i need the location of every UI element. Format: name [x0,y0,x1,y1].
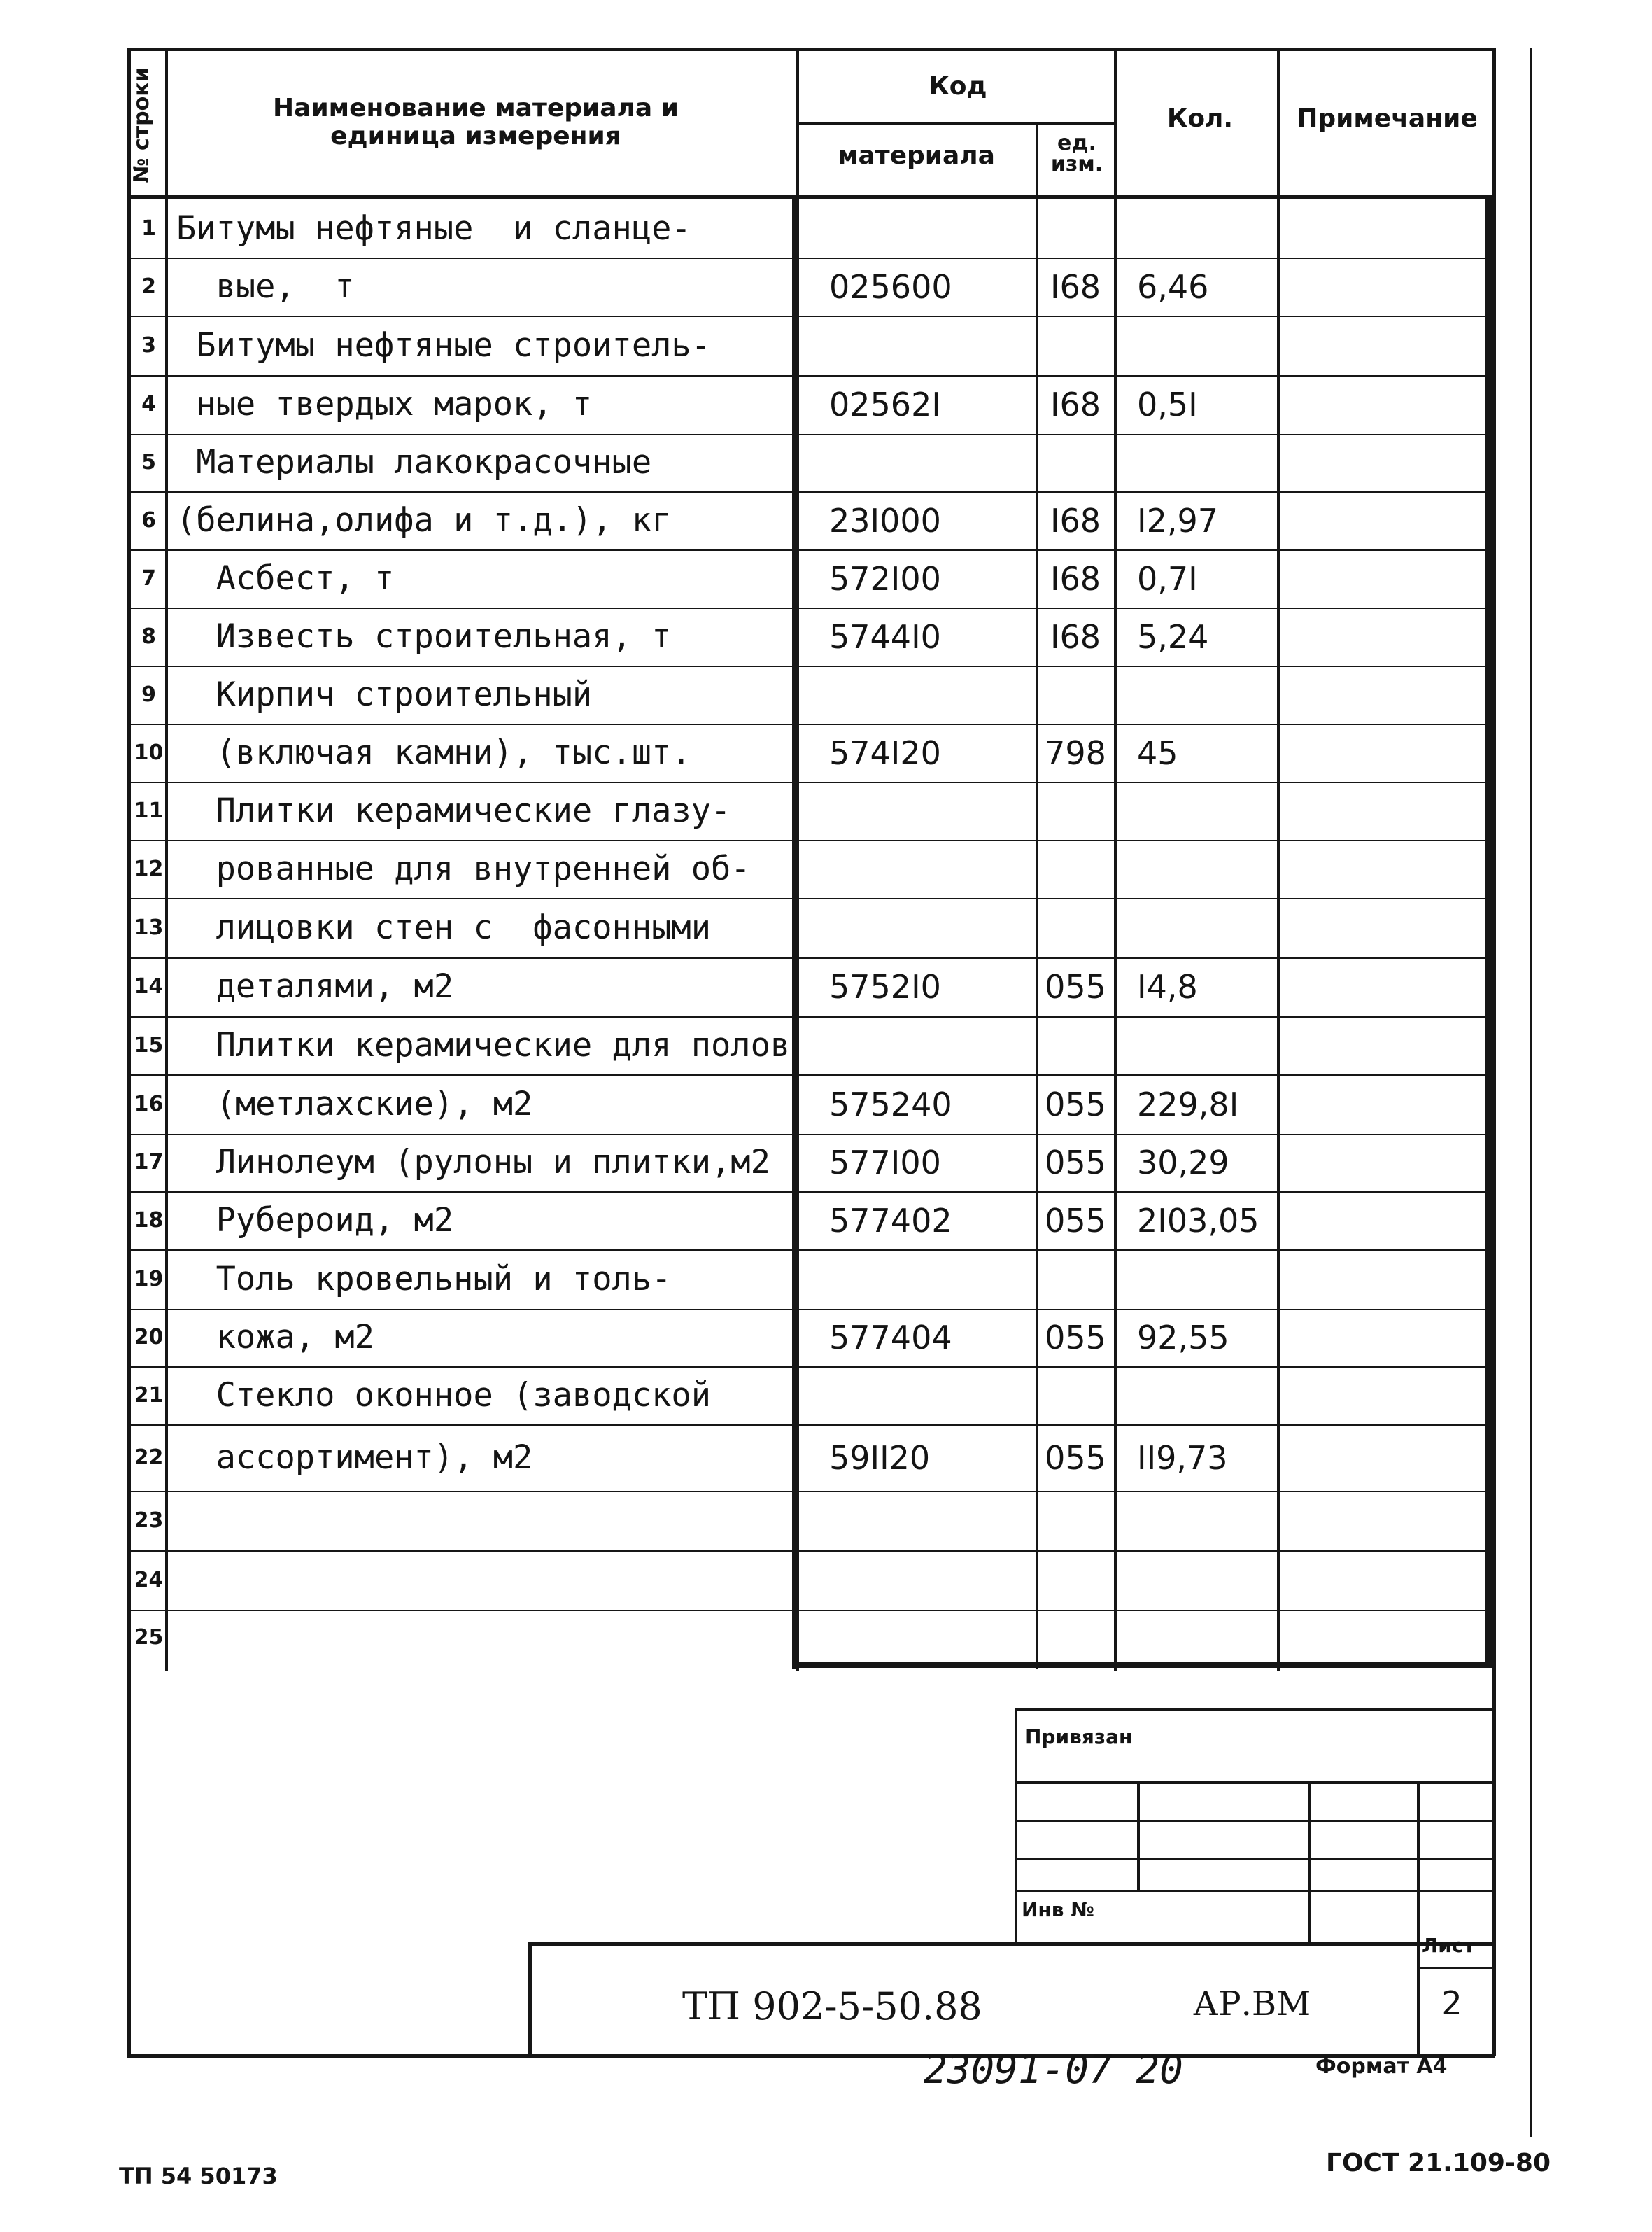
material-name: Плитки керамические для полов [176,1025,791,1065]
row-line [127,549,1495,551]
body-thick-left [792,199,798,1669]
material-name: Известь строительная, т [176,617,672,656]
stamp-line [1015,1820,1494,1822]
unit-code: I68 [1050,501,1101,540]
row-number: 11 [134,798,164,823]
material-code: 5752I0 [829,968,941,1006]
row-line [127,898,1495,899]
row-number: 20 [134,1325,164,1349]
quantity: 2I03,05 [1137,1201,1259,1240]
inv-number-label: Инв № [1022,1898,1094,1921]
row-line [127,1016,1495,1018]
material-code: 23I000 [829,501,941,540]
unit-code: 055 [1045,1438,1106,1477]
row-line [127,1074,1495,1076]
material-code: 577402 [829,1201,952,1240]
row-number: 22 [134,1445,164,1470]
row-number: 19 [134,1266,164,1291]
row-line [127,1550,1495,1552]
footer-left-code: ТП 54 50173 [119,2163,278,2189]
privyazan-label: Привязан [1025,1725,1133,1748]
sheet-label: Лист [1422,1934,1475,1957]
quantity: II9,73 [1137,1438,1228,1477]
material-name: ные твердых марок, т [176,385,593,423]
row-number: 5 [141,450,156,475]
row-line [127,608,1495,609]
gost-label: ГОСТ 21.109-80 [1326,2149,1551,2177]
material-name: Битумы нефтяные и сланце- [176,209,691,248]
row-number: 16 [134,1091,164,1116]
row-number: 9 [141,682,156,707]
material-code: 577404 [829,1319,952,1356]
rownum-header: № строки [129,67,154,183]
code-unit-header: ед. изм. [1050,131,1103,176]
row-line [127,1134,1495,1135]
quantity: 0,7I [1137,559,1198,598]
unit-code: I68 [1050,617,1101,656]
material-name: Плитки керамические глазу- [176,791,731,830]
row-number: 1 [141,216,156,241]
unit-code: 055 [1045,968,1106,1006]
unit-code: 055 [1045,1085,1106,1123]
row-number: 8 [141,624,156,649]
row-number: 21 [134,1382,164,1408]
quantity: 5,24 [1137,617,1209,656]
material-name: (метлахские), м2 [176,1084,533,1123]
row-line [127,957,1495,959]
section-code: АР.ВМ [1193,1984,1311,2023]
title-top [528,1942,1494,1946]
stamp-col [1308,1781,1311,1942]
material-name: (включая камни), тыс.шт. [176,733,691,772]
handwritten-number: 23091-07 20 [924,2047,1183,2093]
col-num-border [165,48,168,1671]
row-number: 3 [141,332,156,358]
sheet-number: 2 [1441,1984,1462,2022]
row-number: 23 [134,1508,164,1533]
row-line [127,666,1495,667]
row-number: 14 [134,974,164,999]
unit-code: I68 [1050,386,1101,423]
frame-left [127,48,131,2056]
row-number: 10 [134,740,164,765]
row-number: 15 [134,1032,164,1058]
row-number: 2 [141,274,156,299]
material-name: деталями, м2 [176,967,454,1006]
material-name: ассортимент), м2 [176,1438,533,1477]
material-name: кожа, м2 [176,1318,374,1356]
row-line [127,1366,1495,1368]
row-number: 18 [134,1207,164,1233]
material-code: 577I00 [829,1144,941,1181]
quantity: 30,29 [1137,1144,1229,1181]
document-designation: ТП 902-5-50.88 [682,1984,982,2028]
row-line [127,1191,1495,1193]
material-name: Рубероид, м2 [176,1200,454,1240]
sheet-label-line [1417,1967,1494,1969]
body-thick-bottom [792,1662,1495,1668]
material-name: Асбест, т [176,559,395,598]
material-code: 574I20 [829,734,941,772]
row-line [127,491,1495,493]
stamp-col [1417,1781,1420,2054]
stamp-line [1015,1858,1494,1860]
unit-code: 798 [1045,734,1106,772]
material-code: 02562I [829,386,941,423]
header-code-split [796,122,1114,125]
material-name: вые, т [176,267,355,306]
material-name: рованные для внутренней об- [176,849,751,888]
material-name: Битумы нефтяные строитель- [176,325,712,365]
code-material-header: материала [838,141,995,170]
row-number: 24 [134,1567,164,1592]
row-number: 17 [134,1150,164,1174]
material-name: (белина,олифа и т.д.), кг [176,500,672,540]
body-thick-right [1485,199,1492,1666]
row-number: 6 [141,507,156,533]
row-line [127,782,1495,783]
row-number: 12 [134,856,164,881]
unit-code: I68 [1050,559,1101,598]
material-name: Материалы лакокрасочные [176,443,652,482]
row-line [127,434,1495,435]
unit-code: 055 [1045,1319,1106,1356]
name-header: Наименование материала и единица измерения [273,94,679,150]
stamp-line [1015,1890,1494,1892]
material-name: Линолеум (рулоны и плитки,м2 [176,1143,770,1181]
note-header: Примечание [1297,104,1478,133]
title-left [528,1942,532,2058]
frame-right [1492,48,1496,2056]
material-name: Кирпич строительный [176,675,593,714]
material-code: 572I00 [829,559,941,598]
material-code: 59II20 [829,1438,931,1477]
col-unit-border [1114,48,1117,1671]
title-bottom [127,2054,1495,2058]
stamp-top [1015,1708,1494,1711]
material-code: 5744I0 [829,617,941,656]
col-qty-border [1277,48,1280,1671]
material-code: 025600 [829,267,952,306]
format-label: Формат А4 [1315,2054,1448,2079]
col-code-border [1036,122,1038,1669]
row-line [127,840,1495,841]
row-number: 4 [141,392,156,416]
quantity: 6,46 [1137,267,1209,306]
header-bottom [127,195,1495,199]
code-header: Код [929,72,987,101]
row-number: 25 [134,1625,164,1650]
row-line [127,1309,1495,1310]
stamp-left [1015,1708,1017,1946]
material-name: Толь кровельный и толь- [176,1259,672,1298]
quantity: 92,55 [1137,1319,1229,1356]
unit-code: 055 [1045,1144,1106,1181]
material-name: лицовки стен с фасонными [176,908,712,947]
quantity: I2,97 [1137,501,1218,540]
quantity: 229,8I [1137,1085,1239,1123]
row-line [127,724,1495,725]
row-number: 7 [141,566,156,591]
material-code: 575240 [829,1085,952,1123]
row-line [127,1491,1495,1492]
row-line [127,1249,1495,1251]
row-line [127,1610,1495,1611]
row-number: 13 [134,915,164,940]
stamp-col [1137,1781,1140,1890]
row-line [127,1424,1495,1426]
row-line [127,258,1495,259]
quantity: 0,5I [1137,386,1198,423]
frame-top [127,48,1495,51]
quantity: I4,8 [1137,968,1198,1006]
row-line [127,316,1495,317]
stamp-line [1015,1781,1494,1784]
unit-code: 055 [1045,1201,1106,1240]
row-line [127,375,1495,377]
unit-code: I68 [1050,267,1101,306]
material-name: Стекло оконное (заводской [176,1375,712,1415]
quantity: 45 [1137,734,1178,772]
qty-header: Кол. [1166,104,1234,133]
outer-right-border [1530,48,1532,2137]
